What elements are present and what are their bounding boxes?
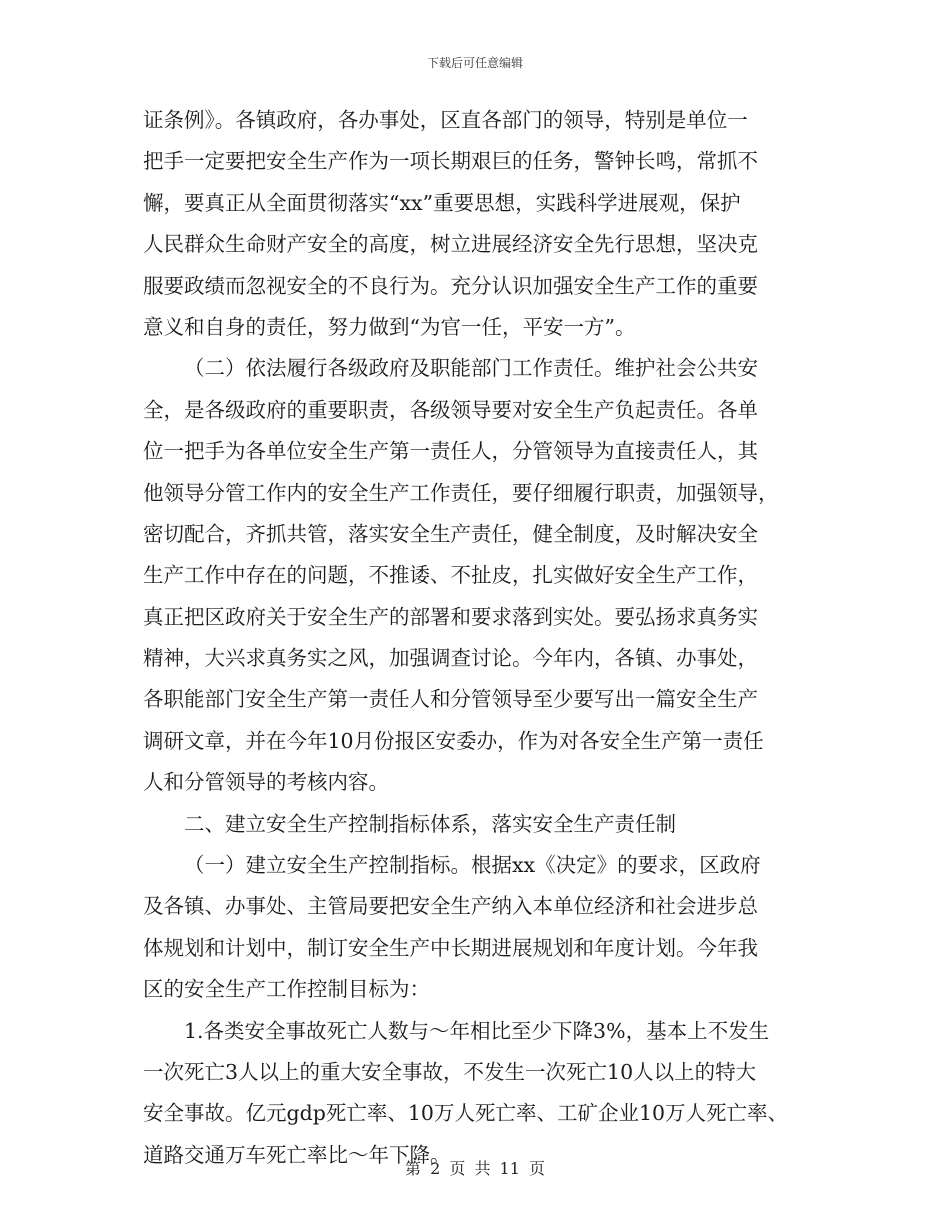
text-line: 调研文章，并在今年10月份报区安委办，作为对各安全生产第一责任	[143, 728, 764, 753]
text-line: 服要政绩而忽视安全的不良行为。充分认识加强安全生产工作的重要	[143, 273, 758, 298]
text-line: 证条例》。各镇政府，各办事处，区直各部门的领导，特别是单位一	[143, 108, 748, 132]
text-line: 他领导分管工作内的安全生产工作责任，要仔细履行职责，加强领导，	[143, 480, 779, 505]
paragraph-start-line: （二）依法履行各级政府及职能部门工作责任。维护社会公共安	[184, 356, 758, 381]
text-line: 体规划和计划中，制订安全生产中长期进展规划和年度计划。今年我	[143, 935, 758, 960]
text-line: 密切配合，齐抓共管，落实安全生产责任，健全制度，及时解决安全	[143, 521, 758, 546]
text-line: 全，是各级政府的重要职责，各级领导要对安全生产负起责任。各单	[143, 397, 758, 422]
text-line: 区的安全生产工作控制目标为：	[143, 977, 430, 1002]
text-line: 懈，要真正从全面贯彻落实“xx”重要思想，实践科学进展观，保护	[143, 190, 741, 215]
text-line: 人和分管领导的考核内容。	[143, 770, 389, 795]
text-line: 生产工作中存在的问题，不推诿、不扯皮，扎实做好安全生产工作，	[143, 563, 758, 588]
page-header: 下载后可任意编辑	[426, 56, 523, 70]
paragraph-start-line: （一）建立安全生产控制指标。根据xx《决定》的要求，区政府	[184, 853, 761, 878]
paragraph-start-line: 1.各类安全事故死亡人数与～年相比至少下降3%，基本上不发生	[184, 1018, 770, 1043]
text-line: 各职能部门安全生产第一责任人和分管领导至少要写出一篇安全生产	[143, 687, 758, 712]
text-line: 一次死亡3人以上的重大安全事故，不发生一次死亡10人以上的特大	[143, 1059, 757, 1084]
text-line: 及各镇、办事处、主管局要把安全生产纳入本单位经济和社会进步总	[143, 894, 758, 919]
page-number-footer: 第 2 页 共 11 页	[405, 1159, 545, 1178]
text-line: 位一把手为各单位安全生产第一责任人，分管领导为直接责任人，其	[143, 439, 758, 464]
text-line: 意义和自身的责任，努力做到“为官一任，平安一方”。	[143, 314, 636, 339]
text-line: 道路交通万车死亡率比～年下降。	[143, 1142, 451, 1167]
text-line: 真正把区政府关于安全生产的部署和要求落到实处。要弘扬求真务实	[143, 604, 758, 629]
text-line: 人民群众生命财产安全的高度，树立进展经济安全先行思想，坚决克	[143, 232, 758, 257]
text-line: 安全事故。亿元gdp死亡率、10万人死亡率、工矿企业10万人死亡率、	[143, 1101, 789, 1126]
text-line: 精神，大兴求真务实之风，加强调查讨论。今年内，各镇、办事处，	[143, 646, 758, 671]
section-heading: 二、建立安全生产控制指标体系，落实安全生产责任制	[184, 811, 676, 836]
text-line: 把手一定要把安全生产作为一项长期艰巨的任务，警钟长鸣，常抓不	[143, 149, 758, 174]
document-body	[143, 100, 823, 1176]
